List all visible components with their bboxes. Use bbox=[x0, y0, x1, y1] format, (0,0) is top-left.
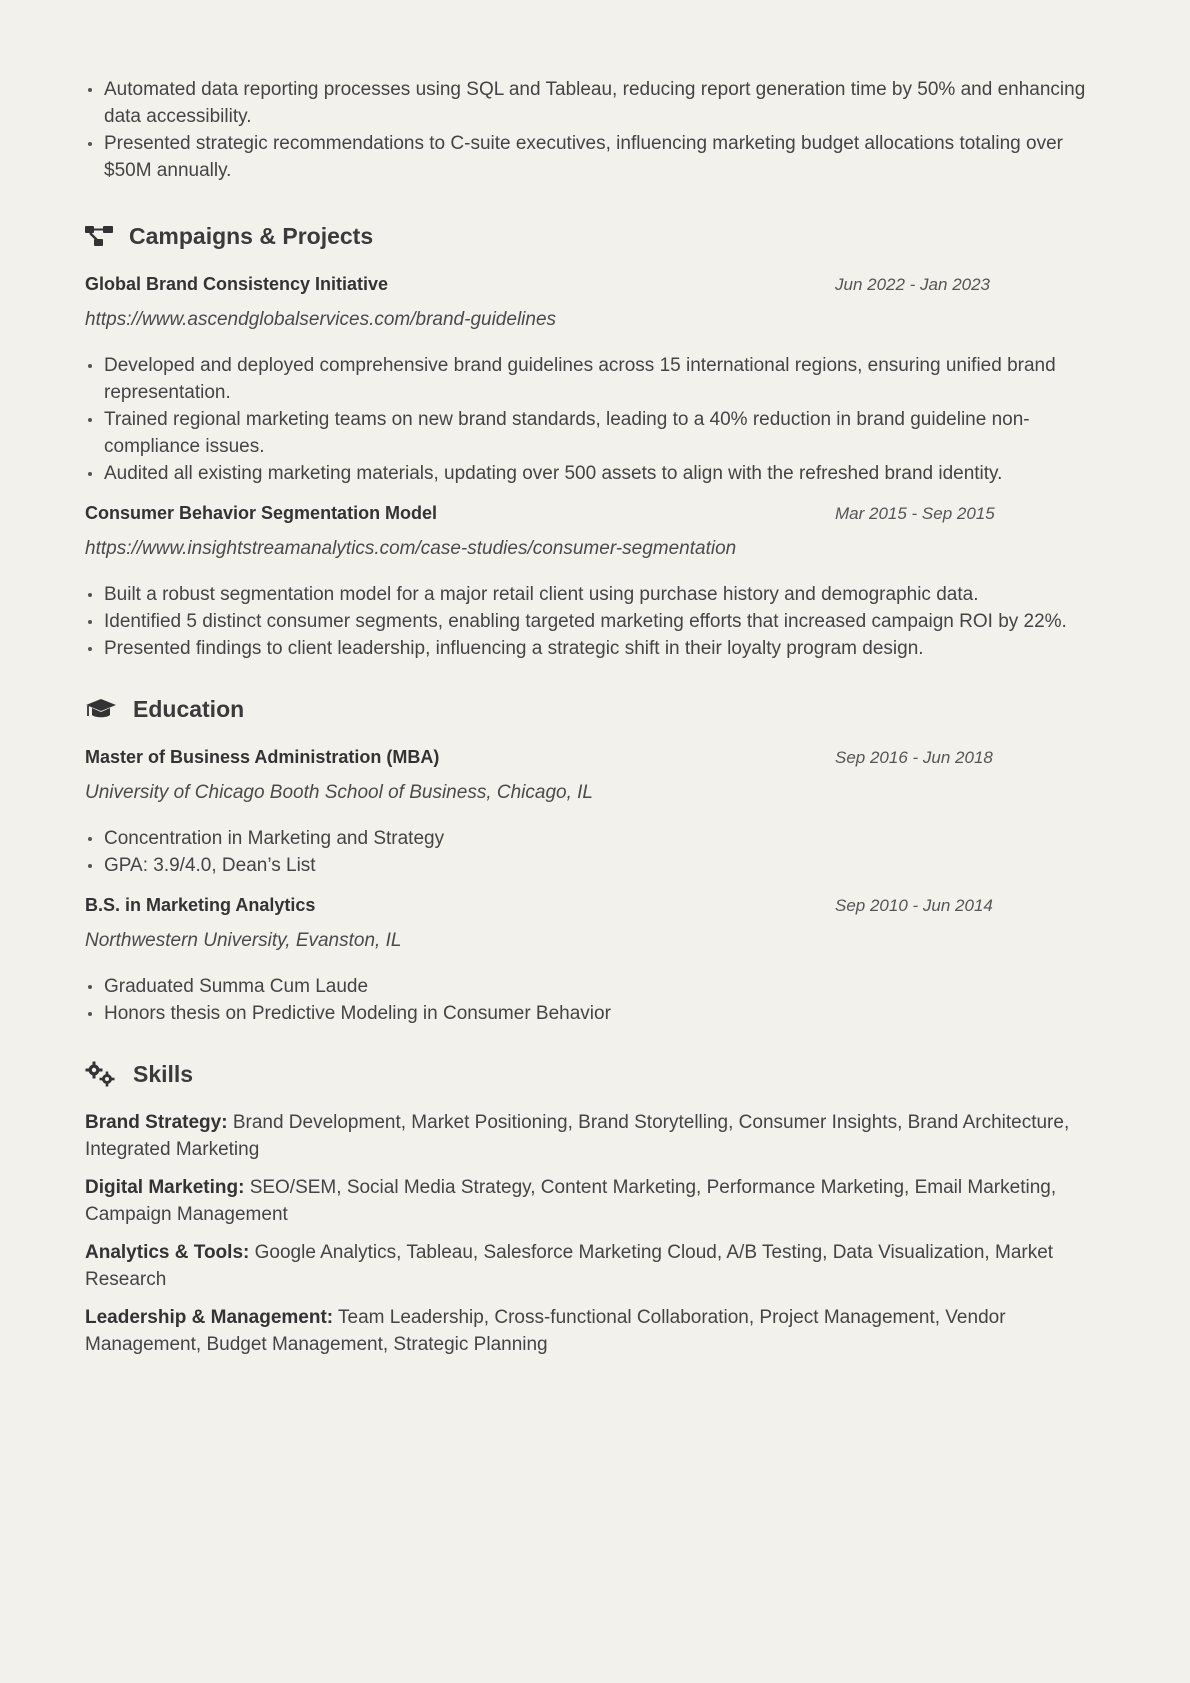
education-date: Sep 2010 - Jun 2014 bbox=[835, 896, 993, 915]
skill-text: Brand Development, Market Positioning, Brand Storytelling, Consumer Insights, Brand Architecture, Integrated Marketing bbox=[85, 1112, 1070, 1160]
list-item: Audited all existing marketing materials, updating over 500 assets to align with the refreshed brand identity. bbox=[85, 460, 1090, 487]
list-item: Presented strategic recommendations to C-suite executives, influencing marketing budget allocations totaling over $50M annually. bbox=[85, 130, 1090, 184]
list-item: Built a robust segmentation model for a major retail client using purchase history and demographic data. bbox=[85, 581, 1090, 608]
list-item: GPA: 3.9/4.0, Dean’s List bbox=[85, 852, 1090, 879]
project-bullets bbox=[85, 581, 1090, 662]
project-link[interactable]: https://www.ascendglobalservices.com/brand-guidelines bbox=[85, 309, 557, 330]
list-item: Graduated Summa Cum Laude bbox=[85, 973, 1090, 1000]
project-diagram-icon bbox=[85, 223, 115, 249]
project-date: Mar 2015 - Sep 2015 bbox=[835, 504, 995, 523]
section-title: Campaigns & Projects bbox=[129, 222, 374, 249]
project-link[interactable]: https://www.insightstreamanalytics.com/case-studies/consumer-segmentation bbox=[85, 538, 737, 559]
education-bullets bbox=[85, 973, 1090, 1027]
list-item: Honors thesis on Predictive Modeling in Consumer Behavior bbox=[85, 1000, 1090, 1027]
cogs-icon bbox=[85, 1061, 117, 1087]
skill-label: Brand Strategy: bbox=[85, 1112, 228, 1133]
list-item: Trained regional marketing teams on new brand standards, leading to a 40% reduction in brand guideline non-compliance issues. bbox=[85, 406, 1090, 460]
education-section-header bbox=[85, 694, 1090, 724]
project-bullets bbox=[85, 352, 1090, 487]
school-name: University of Chicago Booth School of Business, Chicago, IL bbox=[85, 782, 593, 803]
project-entry bbox=[85, 274, 1090, 487]
skill-text: Google Analytics, Tableau, Salesforce Marketing Cloud, A/B Testing, Data Visualization, Market Research bbox=[85, 1242, 1054, 1290]
skill-row bbox=[85, 1174, 1090, 1228]
list-item: Developed and deployed comprehensive brand guidelines across 15 international regions, ensuring unified brand representation. bbox=[85, 352, 1090, 406]
skill-text: SEO/SEM, Social Media Strategy, Content Marketing, Performance Marketing, Email Marketing, Campaign Management bbox=[85, 1177, 1057, 1225]
skills-section-header bbox=[85, 1059, 1090, 1089]
project-title: Global Brand Consistency Initiative bbox=[85, 274, 389, 294]
skill-row bbox=[85, 1239, 1090, 1293]
project-date: Jun 2022 - Jan 2023 bbox=[835, 275, 991, 294]
skill-label: Analytics & Tools: bbox=[85, 1242, 250, 1263]
list-item: Identified 5 distinct consumer segments, enabling targeted marketing efforts that increased campaign ROI by 22%. bbox=[85, 608, 1090, 635]
degree-title: Master of Business Administration (MBA) bbox=[85, 747, 440, 767]
skill-label: Leadership & Management: bbox=[85, 1307, 334, 1328]
skill-label: Digital Marketing: bbox=[85, 1177, 245, 1198]
list-item: Automated data reporting processes using SQL and Tableau, reducing report generation time by 50% and enhancing data accessibility. bbox=[85, 76, 1090, 130]
education-entry bbox=[85, 895, 1090, 1027]
list-item: Concentration in Marketing and Strategy bbox=[85, 825, 1090, 852]
degree-title: B.S. in Marketing Analytics bbox=[85, 895, 316, 915]
education-bullets bbox=[85, 825, 1090, 879]
section-title: Skills bbox=[133, 1060, 194, 1087]
projects-section-header bbox=[85, 221, 1090, 251]
skill-row bbox=[85, 1304, 1090, 1358]
education-entry bbox=[85, 747, 1090, 879]
skill-text: Team Leadership, Cross-functional Collaboration, Project Management, Vendor Management, Budget Management, Strategic Planning bbox=[85, 1307, 1006, 1355]
school-name: Northwestern University, Evanston, IL bbox=[85, 930, 402, 951]
section-title: Education bbox=[133, 695, 245, 722]
graduation-cap-icon bbox=[85, 696, 117, 722]
skill-row bbox=[85, 1109, 1090, 1163]
education-date: Sep 2016 - Jun 2018 bbox=[835, 748, 993, 767]
list-item: Presented findings to client leadership, influencing a strategic shift in their loyalty program design. bbox=[85, 635, 1090, 662]
project-entry bbox=[85, 503, 1090, 662]
experience-bullets bbox=[85, 76, 1090, 184]
project-title: Consumer Behavior Segmentation Model bbox=[85, 503, 438, 523]
